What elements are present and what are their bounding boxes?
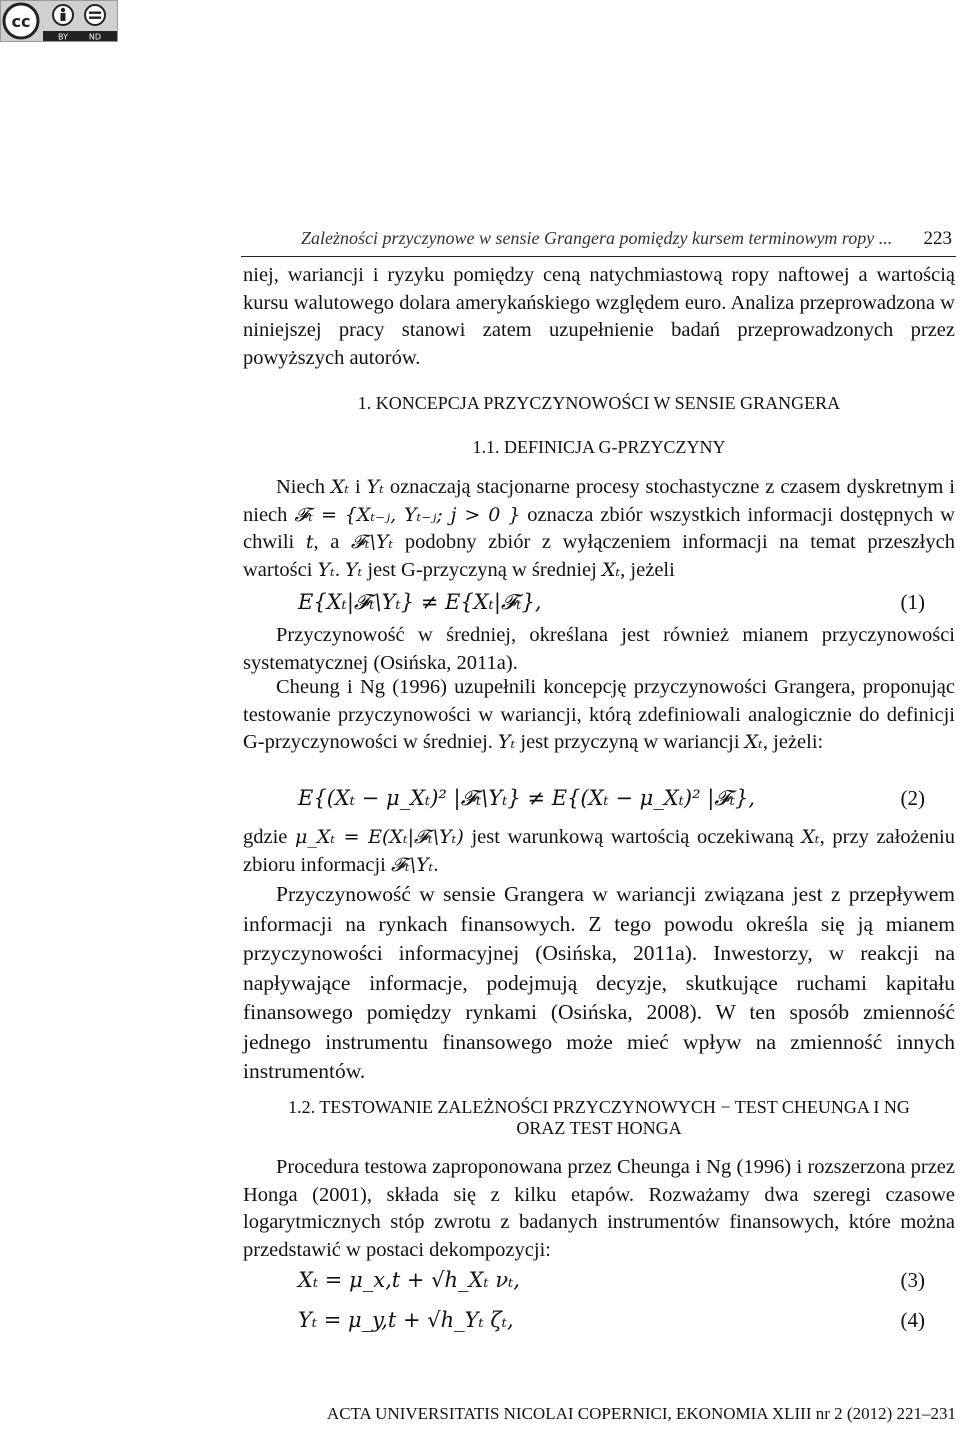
svg-text:cc: cc	[11, 12, 31, 31]
equation-2-number: (2)	[900, 786, 925, 810]
equation-2	[243, 786, 955, 820]
equation-3-formula: Xₜ = μ_x,t + √h_Xₜ νₜ,	[298, 1268, 520, 1292]
by-icon	[53, 5, 73, 25]
paragraph-definition: Niech Xₜ i Yₜ oznaczają stacjonarne procesy stochastyczne z czasem dyskretnym i niech 𝓕ₜ = {Xₜ₋ⱼ, Yₜ₋ⱼ; j > 0 } oznacza zbiór wszystkich informacji dostępnych w chwili t, a 𝓕ₜ\Yₜ podobny zbiór z wyłączeniem informacji na temat przeszłych wartości Yₜ. Yₜ jest G-przyczyną w średniej Xₜ, jeżeli	[243, 476, 955, 581]
equation-4	[243, 1308, 955, 1342]
equation-3-number: (3)	[900, 1268, 925, 1292]
equation-1	[243, 590, 955, 624]
paragraph-where: gdzie μ_Xₜ = E(Xₜ|𝓕ₜ\Yₜ) jest warunkową wartością oczekiwaną Xₜ, przy założeniu zbioru informacji 𝓕ₜ\Yₜ.	[243, 826, 955, 876]
cc-license-badge	[0, 0, 118, 42]
equation-1-number: (1)	[900, 590, 925, 614]
equation-4-number: (4)	[900, 1308, 925, 1332]
paragraph-cheung-ng: Cheung i Ng (1996) uzupełnili koncepcję przyczynowości Grangera, proponując testowanie przyczynowości w wariancji, którą zdefiniowali analogicznie do definicji G-przyczynowości w średniej. Yₜ jest przyczyną w wariancji Xₜ, jeżeli:	[243, 676, 955, 753]
paragraph-procedure: Procedura testowa zaproponowana przez Cheunga i Ng (1996) i rozszerzona przez Honga (2001), składa się z kilku etapów. Rozważamy dwa szeregi czasowe logarytmicznych stóp zwrotu z badanych instrumentów finansowych, które można przedstawić w postaci dekompozycji:	[243, 1156, 955, 1261]
svg-text:BY: BY	[58, 32, 68, 41]
nd-icon	[85, 5, 105, 25]
running-title: Zależności przyczynowe w sensie Grangera pomiędzy kursem terminowym ropy ...	[301, 228, 893, 248]
cc-icon	[4, 4, 38, 38]
paragraph-information-causality: Przyczynowość w sensie Grangera w wariancji związana jest z przepływem informacji na rynkach finansowych. Z tego powodu określa się ją mianem przyczynowości informacyjnej (Osińska, 2011a). Inwestorzy, w reakcji na napływające informacje, podejmują decyzje, skutkujące ruchami kapitału finansowego pomiędzy rynkami (Osińska, 2008). W ten sposób zmienność jednego instrumentu finansowego może mieć wpływ na zmienność innych instrumentów.	[243, 882, 955, 1083]
equation-4-formula: Yₜ = μ_y,t + √h_Yₜ ζₜ,	[298, 1308, 514, 1332]
paragraph-intro: niej, wariancji i ryzyku pomiędzy ceną natychmiastową ropy naftowej a wartością kursu walutowego dolara amerykańskiego względem euro. Analiza przeprowadzona w niniejszej pracy stanowi zatem uzupełnienie badań przeprowadzonych przez powyższych autorów.	[243, 264, 955, 369]
journal-footer: ACTA UNIVERSITATIS NICOLAI COPERNICI, EKONOMIA XLIII nr 2 (2012) 221–231	[326, 1404, 956, 1423]
equation-2-formula: E{(Xₜ − μ_Xₜ)² |𝓕ₜ\Yₜ} ≠ E{(Xₜ − μ_Xₜ)² |𝓕ₜ},	[298, 786, 756, 810]
equation-3	[243, 1268, 955, 1302]
paragraph-systematic: Przyczynowość w średniej, określana jest również mianem przyczynowości systematycznej (Osińska, 2011a).	[243, 624, 955, 674]
subsection-heading-1-1: 1.1. DEFINICJA G-PRZYCZYNY	[472, 437, 726, 457]
section-heading-1: 1. KONCEPCJA PRZYCZYNOWOŚCI W SENSIE GRANGERA	[357, 393, 841, 413]
page-number: 223	[923, 228, 952, 249]
svg-text:ND: ND	[88, 32, 102, 41]
running-header	[241, 228, 956, 257]
equation-1-formula: E{Xₜ|𝓕ₜ\Yₜ} ≠ E{Xₜ|𝓕ₜ},	[298, 590, 542, 614]
subsection-heading-1-2: 1.2. TESTOWANIE ZALEŻNOŚCI PRZYCZYNOWYCH − TEST CHEUNGA I NG ORAZ TEST HONGA	[288, 1097, 910, 1138]
